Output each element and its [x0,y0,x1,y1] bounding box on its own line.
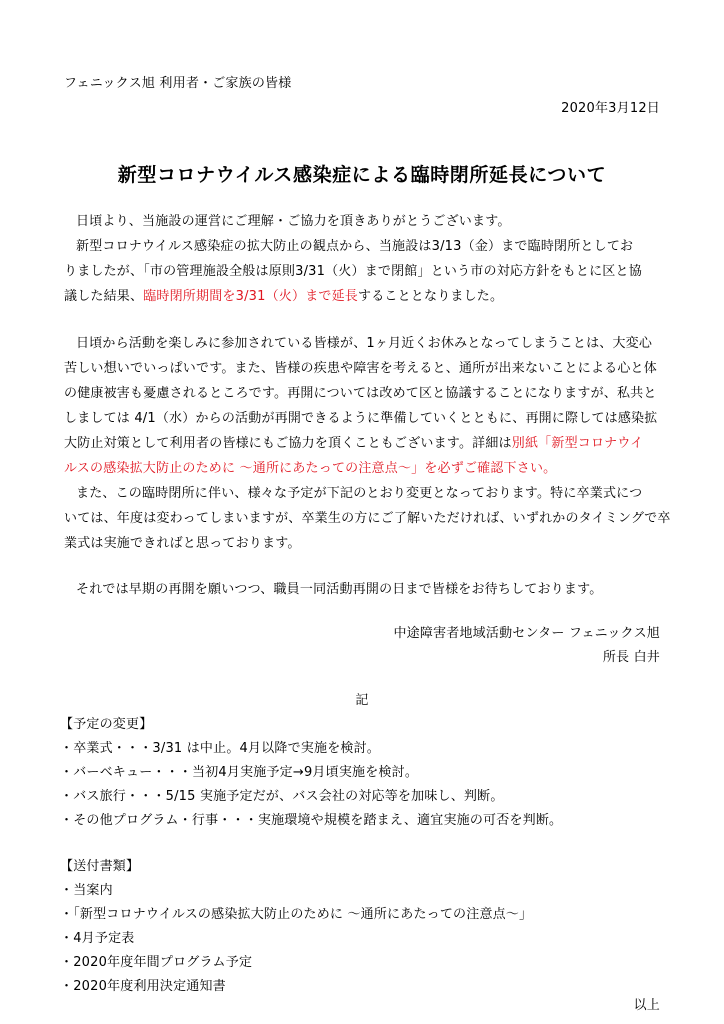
list-item: ・2020年度年間プログラム予定 [60,955,253,970]
body-line: 苦しい想いでいっぱいです。また、皆様の疾患や障害を考えると、通所が出来ないことによる心と体 [64,361,657,376]
body-line [64,432,643,451]
body-line: また、この臨時閉所に伴い、様々な予定が下記のとおり変更となっております。特に卒業式につ [76,486,643,501]
closing-mark: 以上 [633,998,660,1013]
list-item: ・卒業式・・・3/31 は中止。4月以降で実施を検討。 [60,741,380,756]
body-line: しましては 4/1（水）からの活動が再開できるように準備していくとともに、再開に際しては感染拡 [64,411,658,426]
body-text: 議した結果、 [64,289,144,304]
body-line: いては、年度は変わってしまいますが、卒業生の方にご了解いただければ、いずれかのタイミングで卒 [64,511,671,526]
changes-heading: 【予定の変更】 [60,717,153,732]
body-text: 大防止対策として利用者の皆様にもご協力を頂くこともございます。詳細は [64,436,512,451]
body-line: 業式は実施できればと思っております。 [64,536,301,551]
body-line: 新型コロナウイルス感染症の拡大防止の観点から、当施設は3/13（金）まで臨時閉所としてお [76,239,634,254]
body-line: りましたが、「市の管理施設全般は原則3/31（火）まで閉館」という市の対応方針をもとに区と協 [64,264,642,279]
body-line: 日頃より、当施設の運営にご理解・ご協力を頂きありがとうございます。 [76,214,511,229]
attachment-reference-continued: ルスの感染拡大防止のために ～通所にあたっての注意点～」を必ずご確認下さい。 [64,461,557,476]
list-item: ・バス旅行・・・5/15 実施予定だが、バス会社の対応等を加味し、判断。 [60,789,504,804]
body-line: それでは早期の再開を願いつつ、職員一同活動再開の日まで皆様をお待ちしております。 [76,582,603,597]
signature-person: 所長 白井 [602,650,660,665]
body-line: の健康被害も憂慮されるところです。再開については改めて区と協議することになりますが、私共と [64,386,657,401]
list-item: ・当案内 [60,883,113,898]
document-date: 2020年3月12日 [561,101,660,116]
extension-highlight: 臨時閉所期間を3/31（火）まで延長 [143,289,358,304]
signature-organization: 中途障害者地域活動センター フェニックス旭 [393,626,660,641]
body-text: することとなりました。 [358,289,504,304]
list-item: ・「新型コロナウイルスの感染拡大防止のために ～通所にあたっての注意点～」 [60,907,533,922]
list-item: ・バーベキュー・・・当初4月実施予定→9月頃実施を検討。 [60,765,419,780]
body-line [64,285,503,304]
recipient-line: フェニックス旭 利用者・ご家族の皆様 [64,76,292,91]
document-title: 新型コロナウイルス感染症による臨時閉所延長について [117,164,607,186]
documents-heading: 【送付書類】 [60,859,140,874]
list-item: ・その他プログラム・行事・・・実施環境や規模を踏まえ、適宜実施の可否を判断。 [60,813,563,828]
body-line: 日頃から活動を楽しみに参加されている皆様が、1ヶ月近くお休みとなってしまうことは、大変心 [76,336,653,351]
attachment-reference: 別紙「新型コロナウイ [511,436,644,451]
ki-marker: 記 [355,693,369,708]
list-item: ・2020年度利用決定通知書 [60,979,226,994]
list-item: ・4月予定表 [60,931,135,946]
